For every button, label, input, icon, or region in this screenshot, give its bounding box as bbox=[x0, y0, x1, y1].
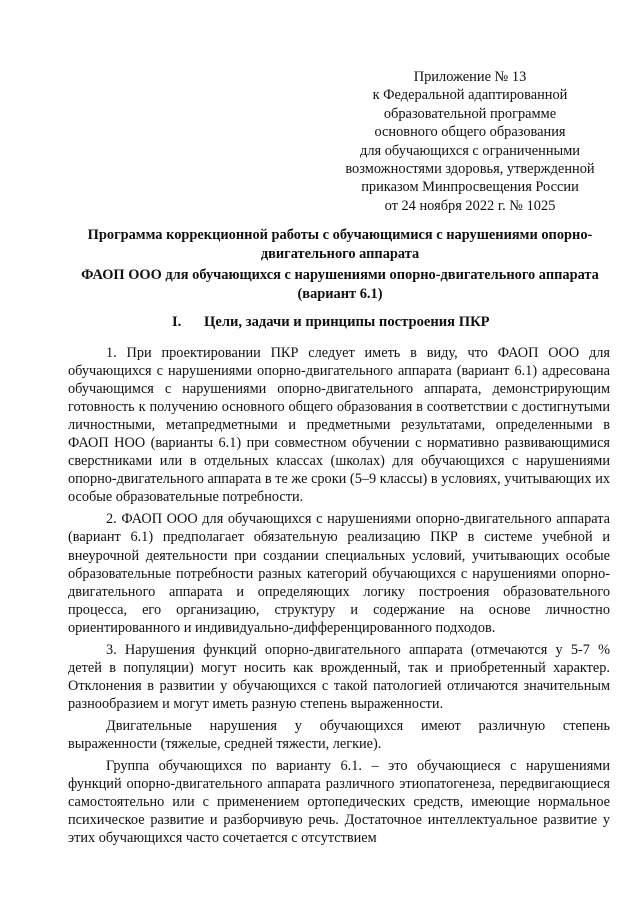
paragraph: Группа обучающихся по варианту 6.1. – это обучающиеся с нарушениями функций опорно-двигательного аппарата различного этиопатогенеза, передвигающиеся самостоятельно или с применением ортопедических средств, имеющие нормальное психическое развитие и разборчивую речь. Достаточное интеллектуальное развитие у этих обучающихся часто сочетается с отсутствием bbox=[68, 758, 610, 847]
paragraph: Двигательные нарушения у обучающихся имеют различную степень выраженности (тяжелые, средней тяжести, легкие). bbox=[68, 717, 610, 752]
appendix-line: приказом Минпросвещения России bbox=[361, 179, 579, 196]
paragraph: 1. При проектировании ПКР следует иметь в виду, что ФАОП ООО для обучающихся с нарушениями опорно-двигательного аппарата (вариант 6.1) адресована обучающимся с нарушениями опорно-двигательного аппарата, демонстрирующим готовность к получению основного общего образования в соответствии с достигнутыми личностными, метапредметными и предметными результатами, определенными в ФАОП НОО (варианты 6.1) при совместном обучении с нормативно развивающимися сверстниками или в отдельных классах (школах) для обучающихся с нарушениями опорно-двигательного аппарата в те же сроки (5–9 классы) в условиях, учитывающих их особые образовательные потребности. bbox=[68, 345, 610, 506]
title-line: двигательного аппарата bbox=[260, 246, 420, 262]
section-number: I. bbox=[172, 314, 182, 330]
paragraph: 2. ФАОП ООО для обучающихся с нарушениями опорно-двигательного аппарата (вариант 6.1) предполагает обязательную реализацию ПКР в системе учебной и внеурочной деятельности при создании специальных условий, учитывающих особые образовательные потребности разных категорий обучающихся с нарушениями опорно-двигательного аппарата и определяющих логику построения образовательного процесса, его организацию, структуру и содержание на основе личностно ориентированного и индивидуально-дифференцированного подходов. bbox=[68, 511, 610, 636]
appendix-line: от 24 ноября 2022 г. № 1025 bbox=[384, 197, 556, 214]
appendix-line: основного общего образования bbox=[374, 124, 566, 141]
title-line: ФАОП ООО для обучающихся с нарушениями опорно-двигательного аппарата bbox=[81, 267, 599, 283]
appendix-line: для обучающихся с ограниченными bbox=[360, 142, 580, 159]
document-body bbox=[68, 344, 610, 847]
appendix-header bbox=[330, 68, 610, 215]
paragraph: 3. Нарушения функций опорно-двигательного аппарата (отмечаются у 5-7 % детей в популяции) могут носить как врожденный, так и приобретенный характер. Отклонения в развитии у обучающихся с такой патологией отличаются значительным разнообразием и могут иметь разную степень выраженности. bbox=[68, 641, 610, 712]
appendix-line: Приложение № 13 bbox=[413, 69, 527, 85]
section-heading bbox=[172, 313, 490, 331]
appendix-line: образовательной программе bbox=[383, 105, 557, 122]
title-line: (вариант 6.1) bbox=[297, 286, 383, 302]
title-line: Программа коррекционной работы с обучающимися с нарушениями опорно- bbox=[87, 227, 593, 243]
appendix-line: возможностями здоровья, утвержденной bbox=[345, 161, 595, 178]
document-title bbox=[60, 226, 620, 304]
appendix-line: к Федеральной адаптированной bbox=[372, 87, 568, 104]
section-title: Цели, задачи и принципы построения ПКР bbox=[204, 314, 490, 330]
